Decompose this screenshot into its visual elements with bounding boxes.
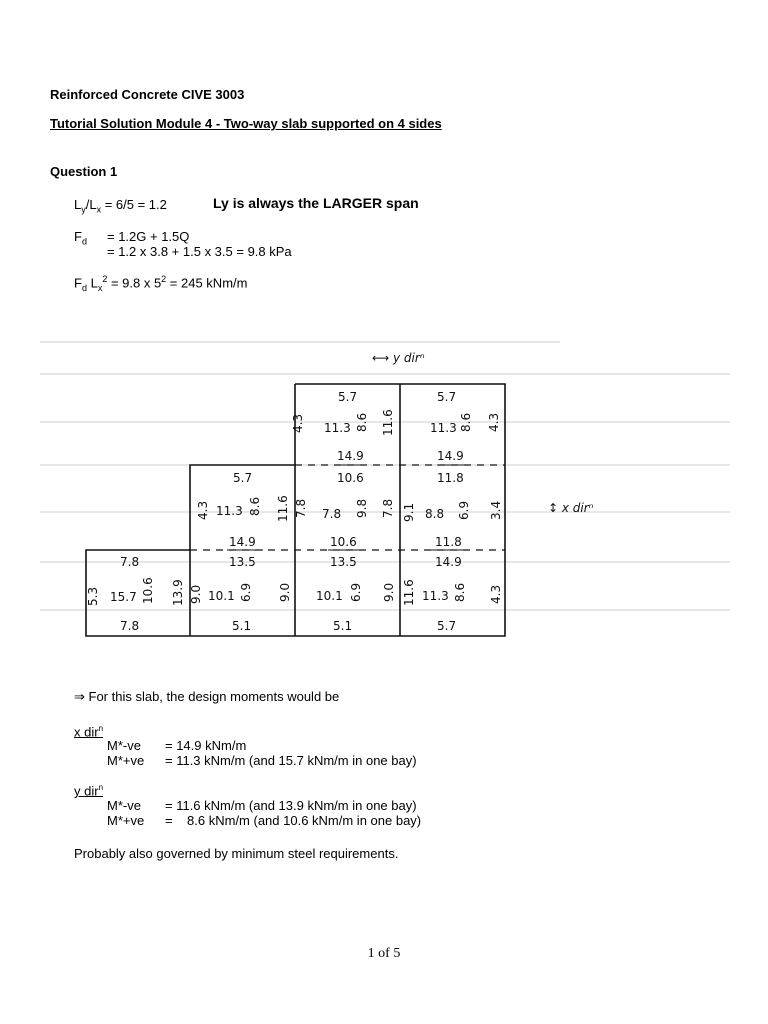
x-neg-label: M*-ve	[107, 738, 141, 753]
m-r3-bot-d: 5.7	[437, 619, 457, 633]
m-r3-c-l: 9.0	[278, 582, 292, 602]
x-dir-sup: n	[98, 724, 104, 733]
ratio-value: = 6/5 = 1.2	[101, 197, 167, 212]
x-dir-text: x dir	[74, 724, 99, 740]
m-r1-b-mid: 11.3	[430, 421, 457, 435]
slab-moment-sketch	[0, 300, 768, 660]
m-r2-a-l: 4.3	[196, 500, 210, 520]
m-r3-b-r: 6.9	[239, 582, 253, 602]
y-neg-value: = 11.6 kNm/m (and 13.9 kNm/m in one bay)	[165, 798, 417, 813]
m-r3-d-l: 9.0	[382, 582, 396, 602]
y-dir-sup: n	[98, 783, 104, 792]
m-r2-b-l: 7.8	[294, 498, 308, 518]
x-dir-heading	[74, 724, 103, 739]
m-r2-c-l: 7.8	[381, 498, 395, 518]
fd-sub: d	[81, 236, 87, 247]
m-r3-d-r: 8.6	[453, 582, 467, 602]
conclusion-line: ⇒ For this slab, the design moments would be	[74, 689, 340, 704]
y-pos-label: M*+ve	[107, 813, 145, 828]
fd-line2: = 1.2 x 3.8 + 1.5 x 3.5 = 9.8 kPa	[107, 244, 292, 259]
m-r1-bot-b1: 14.9	[437, 449, 464, 463]
m-r2-bot-c2: 14.9	[435, 555, 462, 569]
x-pos-label: M*+ve	[107, 753, 145, 768]
fdl-mid: = 9.8 x 5	[107, 275, 162, 291]
m-r2-top: 5.7	[233, 471, 253, 485]
doc-title: Reinforced Concrete CIVE 3003	[50, 87, 245, 102]
m-r1-a-r: 8.6	[355, 412, 369, 432]
y-neg-label: M*-ve	[107, 798, 141, 813]
fdl-f: F	[74, 275, 82, 291]
m-r2-bot-a2: 13.5	[229, 555, 256, 569]
fdl-sub-x: x	[97, 282, 103, 293]
m-r3-d-edge: 4.3	[489, 584, 503, 604]
m-r3-a-mid: 15.7	[110, 590, 137, 604]
m-r1-a-l: 4.3	[291, 413, 305, 433]
x-dir-label: ↕ x dirⁿ	[548, 501, 594, 515]
m-r2-bot-a1: 14.9	[229, 535, 256, 549]
m-r1-bot-b2: 11.8	[437, 471, 464, 485]
m-r3-top: 7.8	[120, 555, 140, 569]
fdl-sup-2b: 2	[161, 274, 167, 284]
page-number: 1 of 5	[367, 946, 401, 961]
fdl-result: = 245 kNm/m	[166, 275, 248, 291]
m-r3-bot-b: 5.1	[232, 619, 252, 633]
y-dir-label: ⟷ y dirⁿ	[372, 351, 425, 365]
m-r3-b-mid: 10.1	[208, 589, 235, 603]
x-neg-value: = 14.9 kNm/m	[165, 738, 247, 753]
m-r2-c-l2: 9.1	[402, 502, 416, 522]
min-steel-note: Probably also governed by minimum steel requirements.	[74, 846, 399, 861]
m-r1-b-edge: 4.3	[487, 412, 501, 432]
y-pos-value: = 8.6 kNm/m (and 10.6 kNm/m in one bay)	[165, 813, 422, 828]
m-r3-bot-c: 5.1	[333, 619, 353, 633]
m-r2-b-r: 9.8	[355, 498, 369, 518]
m-r3-c-mid: 10.1	[316, 589, 343, 603]
m-r3-b-l: 9.0	[189, 584, 203, 604]
fdl-l: L	[86, 275, 98, 291]
fdl-sub-d: d	[81, 282, 87, 293]
fd-lx2-line	[74, 274, 247, 293]
m-r2-bot-b2: 13.5	[330, 555, 357, 569]
ratio-l: L	[74, 197, 82, 212]
m-r2-a-r2: 11.6	[276, 495, 290, 522]
m-r1-top-a: 5.7	[338, 390, 358, 404]
y-dir-text: y dir	[74, 783, 99, 799]
m-r1-top-b: 5.7	[437, 390, 457, 404]
m-r3-a-r: 10.6	[141, 577, 155, 604]
m-r2-c-edge: 3.4	[489, 500, 503, 520]
m-r2-b-mid: 7.8	[322, 507, 342, 521]
m-r2-c-r: 6.9	[457, 500, 471, 520]
ratio-slash: /L	[85, 197, 97, 212]
m-r1-a-r2: 11.6	[381, 409, 395, 436]
y-dir-heading	[74, 783, 103, 798]
fd-line1: = 1.2G + 1.5Q	[107, 229, 190, 244]
x-pos-value: = 11.3 kNm/m (and 15.7 kNm/m in one bay)	[165, 753, 417, 768]
m-r2-a-r: 8.6	[248, 496, 262, 516]
question-heading: Question 1	[50, 164, 118, 179]
m-r1-a-mid: 11.3	[324, 421, 351, 435]
m-r2-a-mid: 11.3	[216, 504, 243, 518]
m-r1-bot-a2: 10.6	[337, 471, 364, 485]
m-r3-d-l2: 11.6	[402, 579, 416, 606]
m-r1-b-r: 8.6	[459, 412, 473, 432]
ratio-sub-x: x	[96, 204, 102, 215]
m-r3-a-r2: 13.9	[171, 579, 185, 606]
doc-subtitle: Tutorial Solution Module 4 - Two-way slab supported on 4 sides	[50, 116, 442, 131]
m-r2-bot-c1: 11.8	[435, 535, 462, 549]
fd-label	[74, 229, 87, 247]
fd-f: F	[74, 229, 82, 244]
ruled-lines	[40, 342, 730, 610]
span-ratio	[74, 197, 167, 215]
larger-span-note: Ly is always the LARGER span	[213, 195, 419, 211]
m-r3-bot-a: 7.8	[120, 619, 140, 633]
m-r2-c-mid: 8.8	[425, 507, 445, 521]
m-r3-a-l: 5.3	[86, 586, 100, 606]
m-r2-bot-b1: 10.6	[330, 535, 357, 549]
m-r3-c-r: 6.9	[349, 582, 363, 602]
fdl-sup-2: 2	[102, 274, 108, 284]
m-r1-bot-a1: 14.9	[337, 449, 364, 463]
m-r3-d-mid: 11.3	[422, 589, 449, 603]
ratio-sub-y: y	[81, 204, 86, 215]
